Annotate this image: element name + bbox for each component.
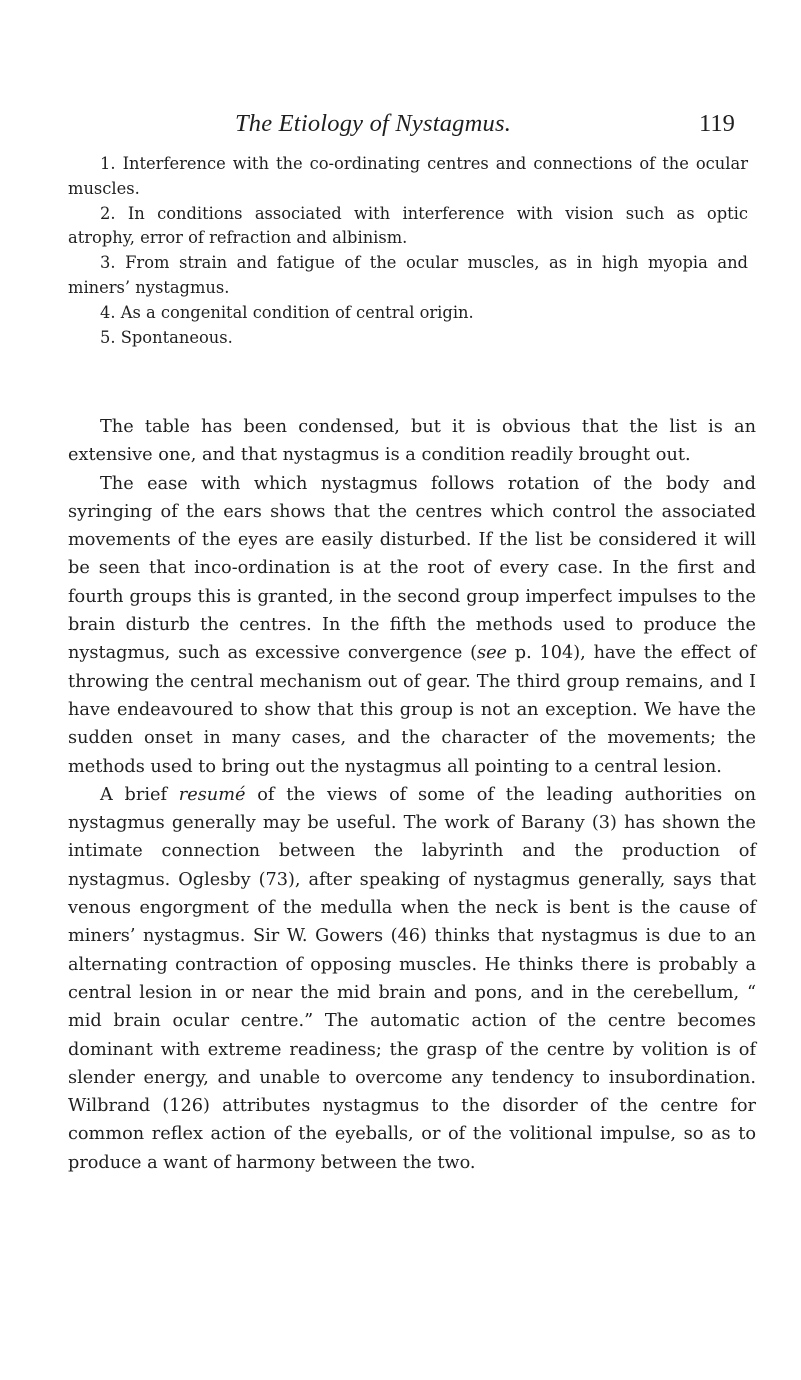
classification-list <box>68 152 748 350</box>
list-item-number: 2. <box>100 203 116 223</box>
running-title: The Etiology of Nystagmus. <box>234 110 512 137</box>
paragraph-text: p. 104), have the effect of throwing the central mechanism out of gear. The third group remains, and I have endeavoured to show that this group is not an exception. We have the sudden onset in many cases, and the character of the movements; the methods used to bring out the nystagmus all pointing to a central lesion. <box>68 643 756 777</box>
running-head <box>0 110 801 140</box>
list-item-text: Spontaneous. <box>120 327 233 347</box>
list-item <box>68 251 748 301</box>
list-item-number: 5. <box>100 327 116 347</box>
italic-see: see <box>477 643 508 664</box>
list-item-text: Interference with the co-ordinating centres and connections of the ocular muscles. <box>68 154 748 198</box>
list-item-number: 3. <box>100 253 116 273</box>
list-item-number: 4. <box>100 302 116 322</box>
page-number: 119 <box>699 110 735 137</box>
italic-resume: resumé <box>178 784 246 805</box>
paragraph-rotation <box>68 470 756 781</box>
list-item <box>68 152 748 202</box>
list-item-text: In conditions associated with interference with vision such as optic atrophy, error of refraction and albinism. <box>68 203 748 248</box>
paragraph-authorities <box>68 781 756 1177</box>
list-item <box>68 202 748 252</box>
paragraph-text: A brief <box>100 784 179 805</box>
list-item <box>68 326 748 351</box>
list-item-text: From strain and fatigue of the ocular muscles, as in high myopia and miners’ nystagmus. <box>68 253 748 297</box>
paragraph-text: The ease with which nystagmus follows rotation of the body and syringing of the ears shows that the centres which control the associated movements of the eyes are easily disturbed. If the list be considered it will be seen that inco-ordination is at the root of every case. In the first and fourth groups this is granted, in the second group imperfect impulses to the brain disturb the centres. In the fifth the methods used to produce the nystagmus, such as excessive convergence ( <box>68 473 756 664</box>
paragraph-text: of the views of some of the leading authorities on nystagmus generally may be useful. The work of Barany (3) has shown the intimate connection between the labyrinth and the production of nystagmus. Oglesby (73), after speaking of nystagmus generally, says that venous engorgment of the medulla when the neck is bent is the cause of miners’ nystagmus. Sir W. Gowers (46) thinks that nystagmus is due to an alternating contraction of opposing muscles. He thinks there is probably a central lesion in or near the mid brain and pons, and in the cerebellum, “ mid brain ocular centre.” The automatic action of the centre becomes dominant with extreme readiness; the grasp of the centre by volition is of slender energy, and unable to overcome any tendency to insubordination. Wilbrand (126) attributes nystagmus to the disorder of the centre for common reflex action of the eyeballs, or of the volitional impulse, so as to produce a want of harmony between the two. <box>68 784 757 1173</box>
list-item-number: 1. <box>100 154 116 173</box>
list-item-text: As a congenital condition of central origin. <box>120 302 474 322</box>
list-item <box>68 301 748 326</box>
body-text <box>68 413 756 1177</box>
paragraph-text: The table has been condensed, but it is obvious that the list is an extensive one, and that nystagmus is a condition readily brought out. <box>68 417 756 466</box>
paragraph-table-condensed <box>68 413 756 470</box>
